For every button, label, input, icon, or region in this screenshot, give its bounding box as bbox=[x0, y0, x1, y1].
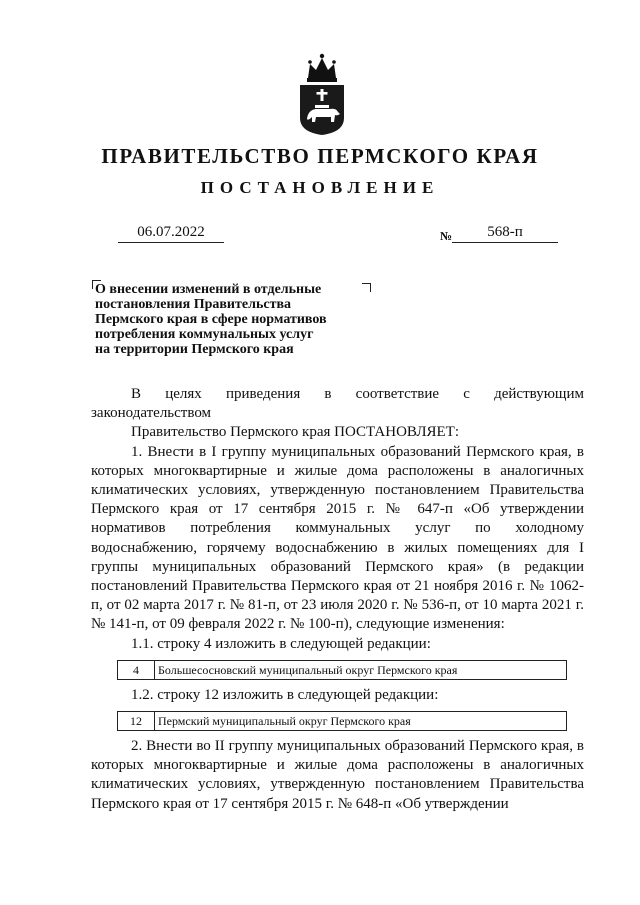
subject-line: О внесении изменений в отдельные bbox=[95, 282, 322, 297]
decree-date: 06.07.2022 bbox=[118, 224, 224, 243]
decree-subject bbox=[95, 282, 395, 357]
table-row bbox=[118, 712, 567, 731]
row-name: Пермский муниципальный округ Пермского края bbox=[155, 712, 567, 731]
row-number: 12 bbox=[118, 712, 155, 731]
subject-line: Пермского края в сфере нормативов bbox=[95, 312, 327, 327]
decree-body bbox=[91, 385, 584, 814]
intro-paragraph: В целях приведения в соответствие с действующим законодательством bbox=[91, 386, 584, 422]
item-1-paragraph: 1. Внести в I группу муниципальных образований Пермского края, в которых многоквартирные и жилые дома расположены в аналогичных климатических условиях, утвержденную постановлением Правительства Пермского края от 17 сентября 2015 г. № 647-п «Об утверждении нормативов потребления коммунальных услуг по холодному водоснабжению, горячему водоснабжению в жилых помещениях для I группы муниципальных образований Пермского края» (в редакции постановлений Правительства Пермского края от 21 ноября 2016 г. № 1062-п, от 02 марта 2017 г. № 81-п, от 23 июля 2020 г. № 536-п, от 10 марта 2021 г. № 141-п, от 09 февраля 2022 г. № 100-п), следующие изменения: bbox=[91, 443, 584, 633]
item-1-2-paragraph: 1.2. строку 12 изложить в следующей редакции: bbox=[131, 686, 439, 703]
document-type-title: ПОСТАНОВЛЕНИЕ bbox=[200, 178, 440, 197]
government-title: ПРАВИТЕЛЬСТВО ПЕРМСКОГО КРАЯ bbox=[101, 144, 539, 168]
row-4-table bbox=[117, 660, 567, 680]
decree-number-block bbox=[440, 224, 558, 244]
row-name: Большесосновский муниципальный округ Пермского края bbox=[155, 660, 567, 679]
item-2-paragraph: 2. Внести во II группу муниципальных образований Пермского края, в которых многоквартирные и жилые дома расположены в аналогичных климатических условиях, утвержденную постановлением Правительства Пермского края от 17 сентября 2015 г. № 648-п «Об утверждении bbox=[91, 738, 584, 812]
coat-of-arms-icon bbox=[296, 52, 348, 136]
decree-number: 568-п bbox=[452, 224, 558, 243]
subject-line: постановления Правительства bbox=[95, 297, 291, 312]
number-sign: № bbox=[440, 229, 453, 243]
row-number: 4 bbox=[118, 660, 155, 679]
table-row bbox=[118, 660, 567, 679]
subject-line: на территории Пермского края bbox=[95, 342, 294, 357]
item-1-1-paragraph: 1.1. строку 4 изложить в следующей редакции: bbox=[131, 635, 431, 652]
row-12-table bbox=[117, 711, 567, 731]
subject-line: потребления коммунальных услуг bbox=[95, 327, 314, 342]
decree-line: Правительство Пермского края ПОСТАНОВЛЯЕТ: bbox=[131, 424, 460, 441]
